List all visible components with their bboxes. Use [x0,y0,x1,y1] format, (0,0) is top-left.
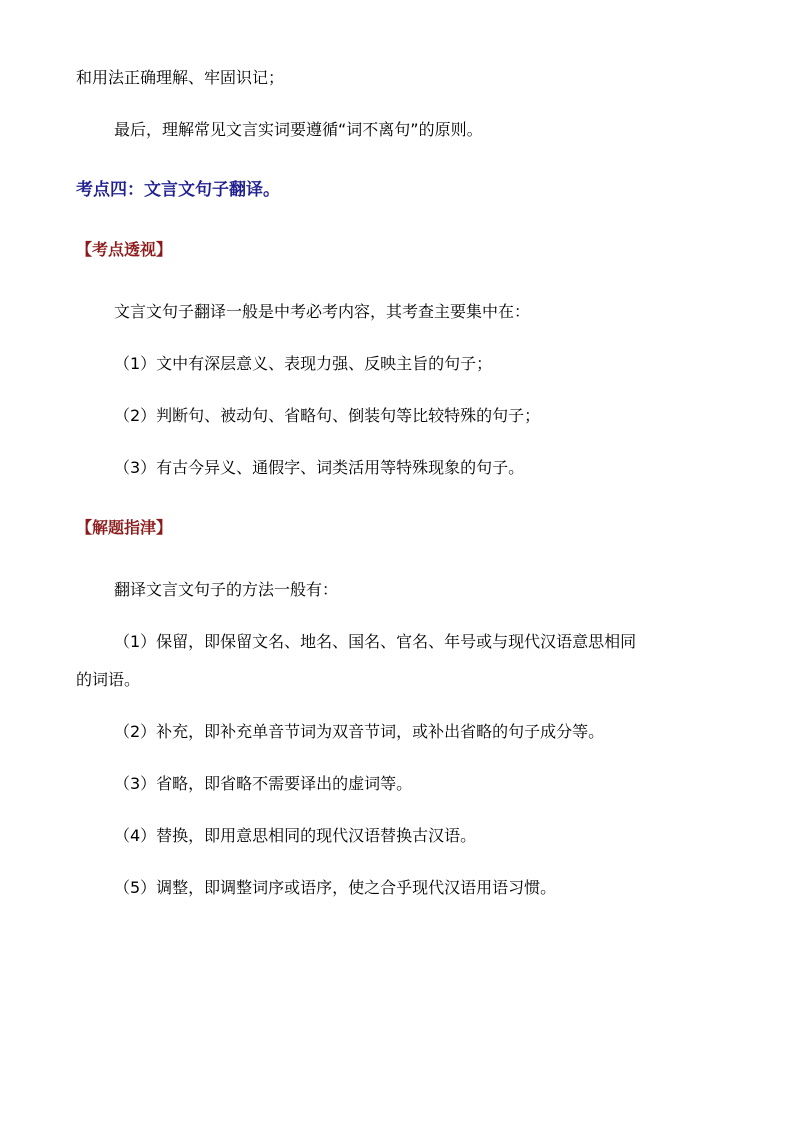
text-line: 文言文句子翻译一般是中考必考内容，其考查主要集中在： [114,302,531,321]
list-item: （1）保留，即保留文名、地名、国名、官名、年号或与现代汉语意思相同 [114,632,637,651]
text-line: 翻译文言文句子的方法一般有： [114,580,339,599]
subsection-heading: 【考点透视】 [76,240,173,259]
text-line: 最后，理解常见文言实词要遵循“词不离句”的原则。 [114,120,483,139]
list-item: （2）补充，即补充单音节词为双音节词，或补出省略的句子成分等。 [114,722,605,741]
list-item: （1）文中有深层意义、表现力强、反映主旨的句子； [114,354,493,373]
list-item: （4）替换，即用意思相同的现代汉语替换古汉语。 [114,826,477,845]
text-line: 的词语。 [76,670,141,689]
subsection-heading: 【解题指津】 [76,518,173,537]
text-line: 和用法正确理解、牢固识记； [76,68,285,87]
list-item: （3）有古今异义、通假字、词类活用等特殊现象的句子。 [114,458,525,477]
list-item: （3）省略，即省略不需要译出的虚词等。 [114,774,413,793]
list-item: （5）调整，即调整词序或语序，使之合乎现代汉语用语习惯。 [114,878,557,897]
list-item: （2）判断句、被动句、省略句、倒装句等比较特殊的句子； [114,406,541,425]
section-heading: 考点四：文言文句子翻译。 [76,180,280,200]
